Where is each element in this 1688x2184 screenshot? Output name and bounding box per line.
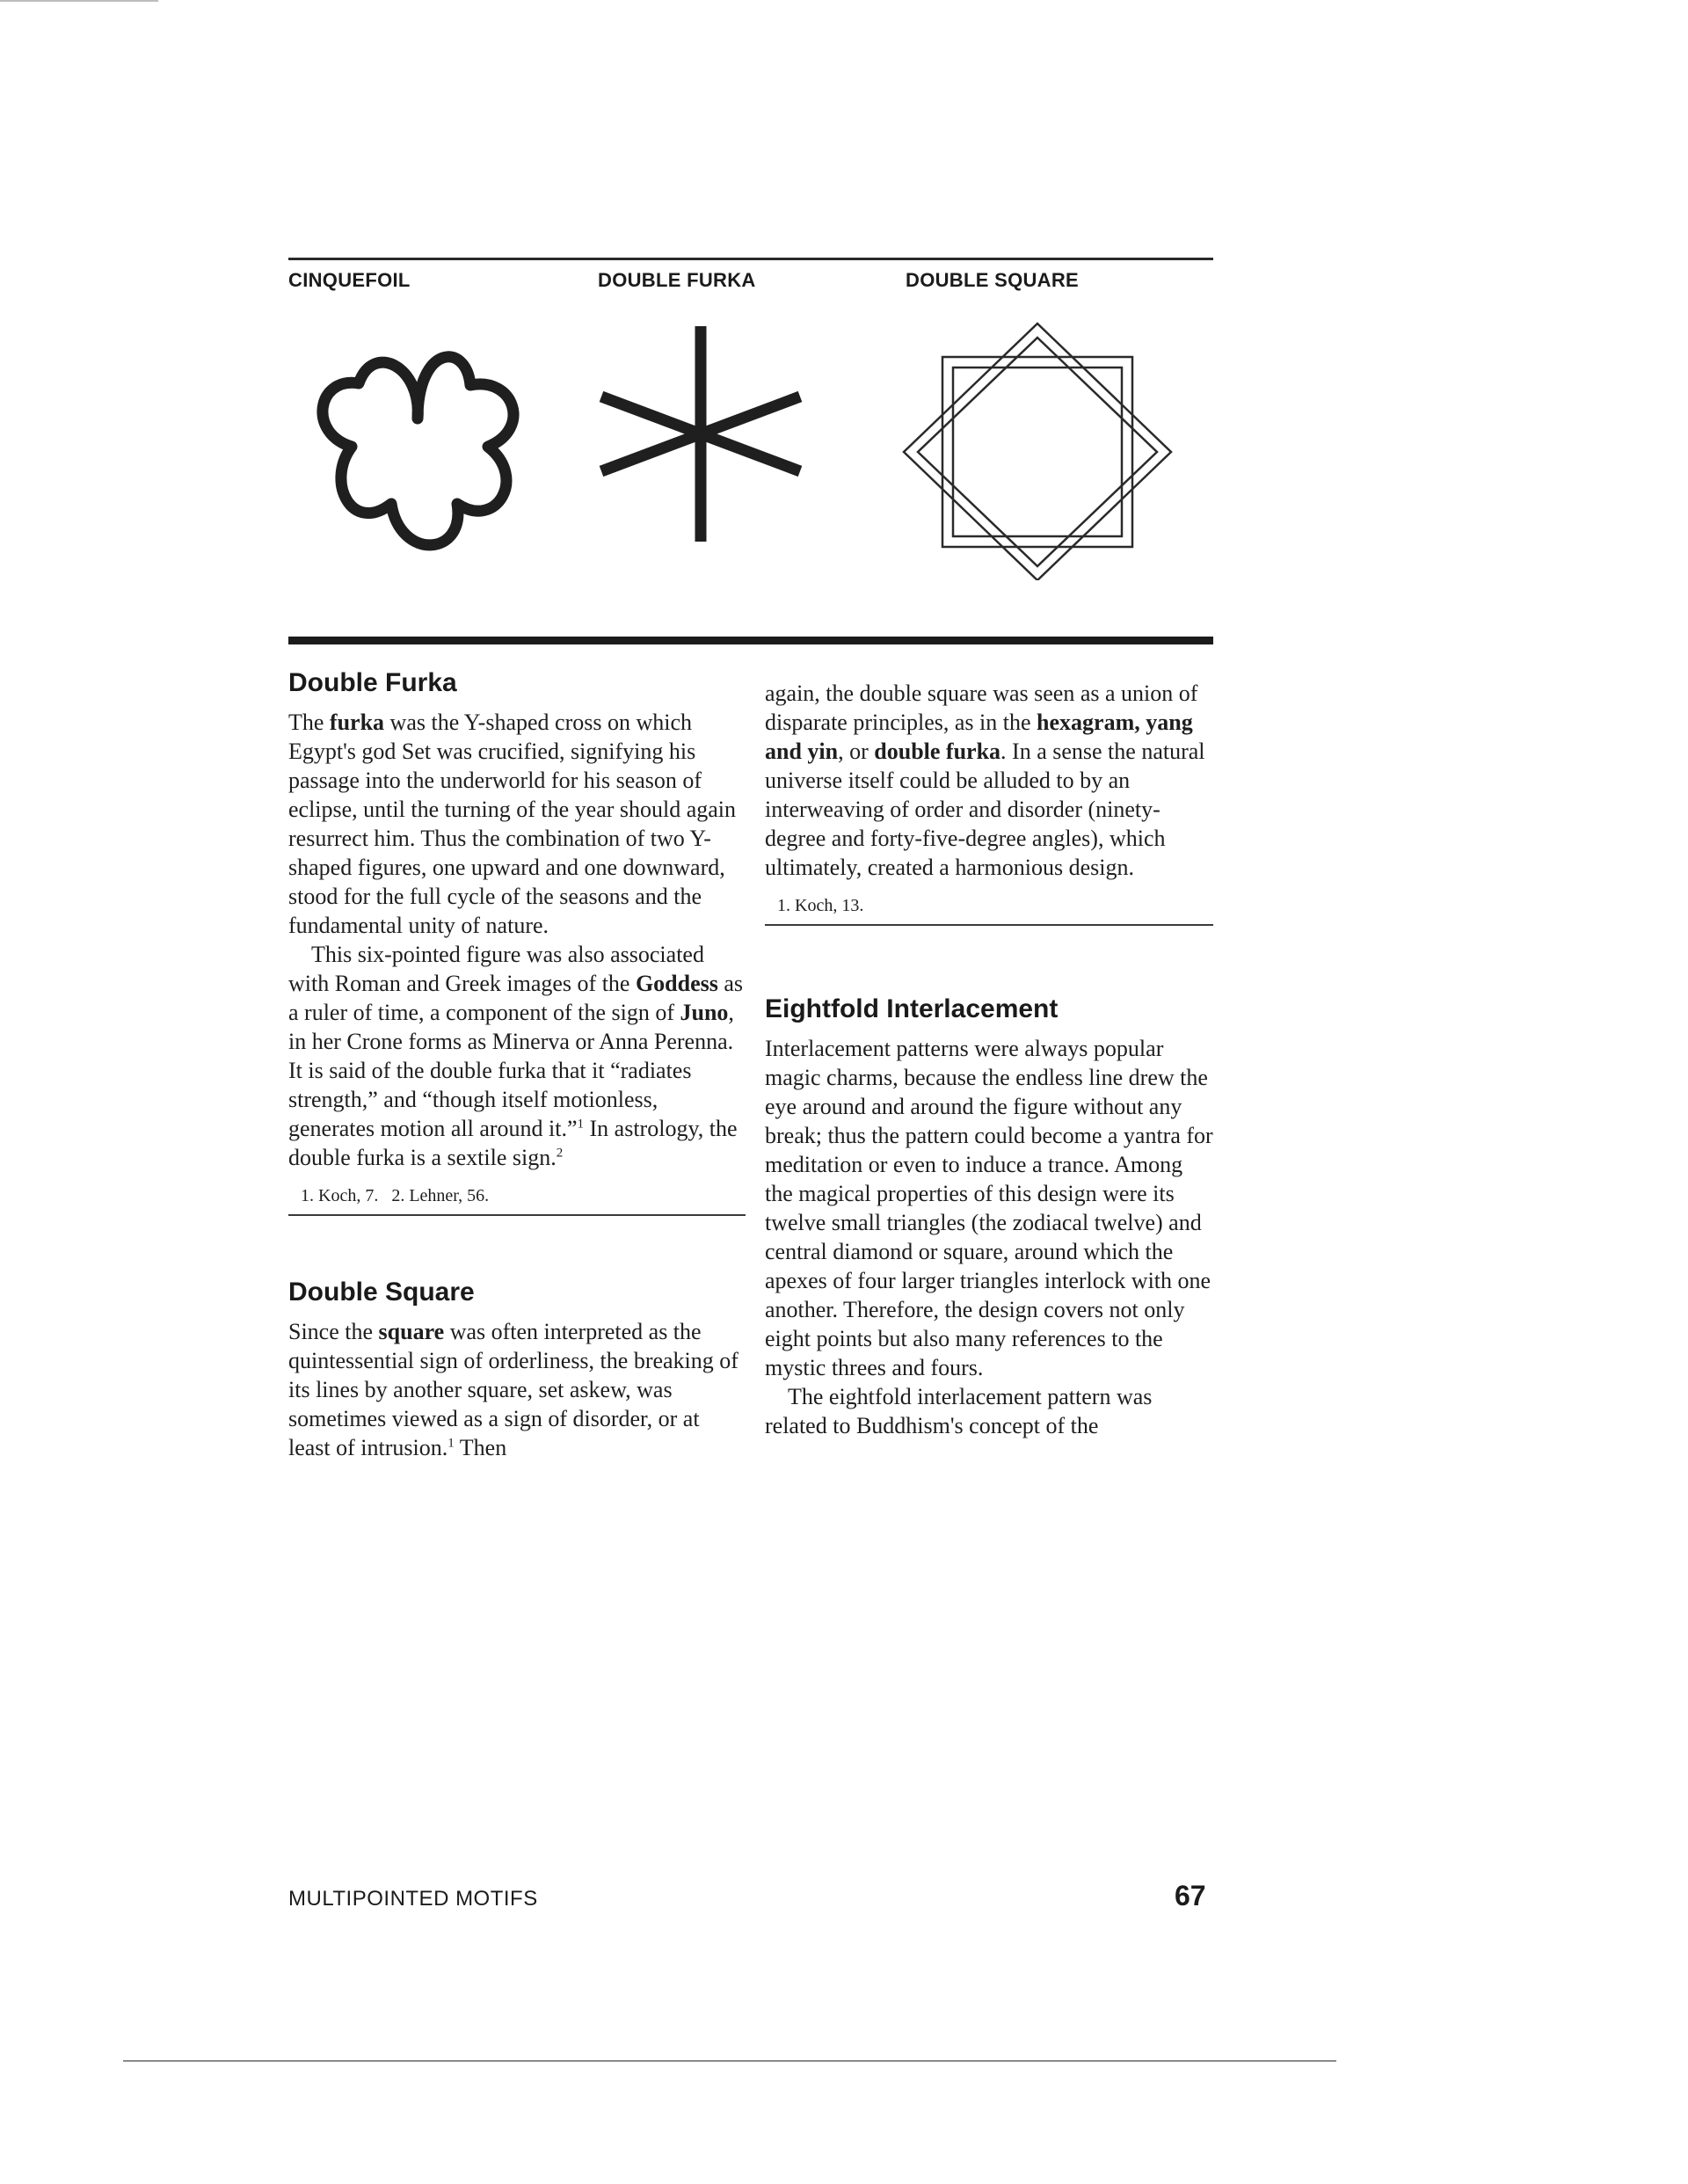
text-run: Then: [454, 1435, 507, 1460]
text-run: , in her Crone forms as Minerva or Anna Perenna. It is said of the double furka that it “radiates strength,” and “though itself motionless, generates motion all around it.”: [288, 1000, 734, 1141]
eightfold-paragraph-1: [765, 1034, 1213, 1382]
text-run: Since the: [288, 1319, 379, 1344]
footnote-marker: 1: [447, 1436, 455, 1451]
footnote-marker: 2: [556, 1146, 564, 1161]
footnote-marker: 1: [577, 1117, 585, 1132]
emphasis-term: hexagram, yang and yin: [765, 710, 1193, 764]
emphasis-term: double furka: [874, 739, 1001, 764]
text-run: again, the double square was seen as a union of disparate principles, as in the: [765, 681, 1198, 735]
text-run: In astrology, the double furka is a sextile sign.: [288, 1116, 738, 1170]
caption-cinquefoil: CINQUEFOIL: [288, 269, 411, 291]
text-run: The eightfold interlacement pattern was related to Buddhism's concept of the: [765, 1384, 1153, 1438]
scan-bottom-rule: [123, 2060, 1336, 2062]
text-run: , or: [838, 739, 875, 764]
heading-double-furka: Double Furka: [288, 668, 457, 697]
heading-eightfold-interlacement: Eightfold Interlacement: [765, 994, 1059, 1023]
emphasis-term: Juno: [680, 1000, 729, 1025]
double-square-continuation: [765, 679, 1213, 882]
caption-double-square: DOUBLE SQUARE: [906, 269, 1080, 291]
double-furka-icon: [582, 322, 819, 586]
cinquefoil-icon: [290, 315, 545, 587]
caption-double-furka: DOUBLE FURKA: [598, 269, 756, 291]
text-run: was often interpreted as the quintessential sign of orderliness, the breaking of its lines by another square, set askew, was sometimes viewed as a sign of disorder, or at least of intrusion.: [288, 1319, 738, 1460]
emphasis-term: furka: [329, 710, 385, 735]
figure-bottom-rule: [288, 637, 1213, 644]
eightfold-paragraph-2: [765, 1382, 1213, 1440]
text-run: . In a sense the natural universe itself could be alluded to by an interweaving of order and disorder (ninety-degree and forty-five-degree angles), which ultimately, created a harmonious design.: [765, 739, 1205, 880]
text-run: The: [288, 710, 330, 735]
double-furka-paragraph-1: [288, 708, 746, 940]
double-furka-paragraph-2: [288, 940, 746, 1172]
heading-double-square: Double Square: [288, 1278, 475, 1307]
double-square-paragraph-1: [288, 1317, 746, 1462]
double-square-footnote: 1. Koch, 13.: [777, 896, 864, 915]
double-square-icon: [897, 317, 1187, 580]
page-number: 67: [1175, 1880, 1206, 1911]
left-column: [288, 668, 746, 1462]
text-run: This six-pointed figure was also associated with Roman and Greek images of the: [288, 942, 704, 996]
emphasis-term: square: [378, 1319, 445, 1344]
text-run: was the Y-shaped cross on which Egypt's god Set was crucified, signifying his passage into the underworld for his season of eclipse, until the turning of the year should again resurrect him. Thus the combination of two Y-shaped figures, one upward and one downward, stood for the full cycle of the seasons and the fundamental unity of nature.: [288, 710, 737, 938]
running-footer: MULTIPOINTED MOTIFS: [288, 1887, 538, 1911]
text-run: Interlacement patterns were always popular magic charms, because the endless line drew the eye around and around the figure without any break; thus the pattern could become a yantra for meditation or even to induce a trance. Among the magical properties of this design were its twelve small triangles (the zodiacal twelve) and central diamond or square, around which the apexes of four larger triangles interlock with one another. Therefore, the design covers not only eight points but also many references to the mystic threes and fours.: [765, 1036, 1213, 1380]
right-column: [765, 679, 1213, 1440]
text-run: as a ruler of time, a component of the sign of: [288, 971, 744, 1025]
scan-edge-line: [0, 0, 158, 2]
figure-top-rule: [288, 258, 1213, 260]
emphasis-term: Goddess: [635, 971, 718, 996]
double-furka-footnote: 1. Koch, 7. 2. Lehner, 56.: [301, 1186, 490, 1205]
